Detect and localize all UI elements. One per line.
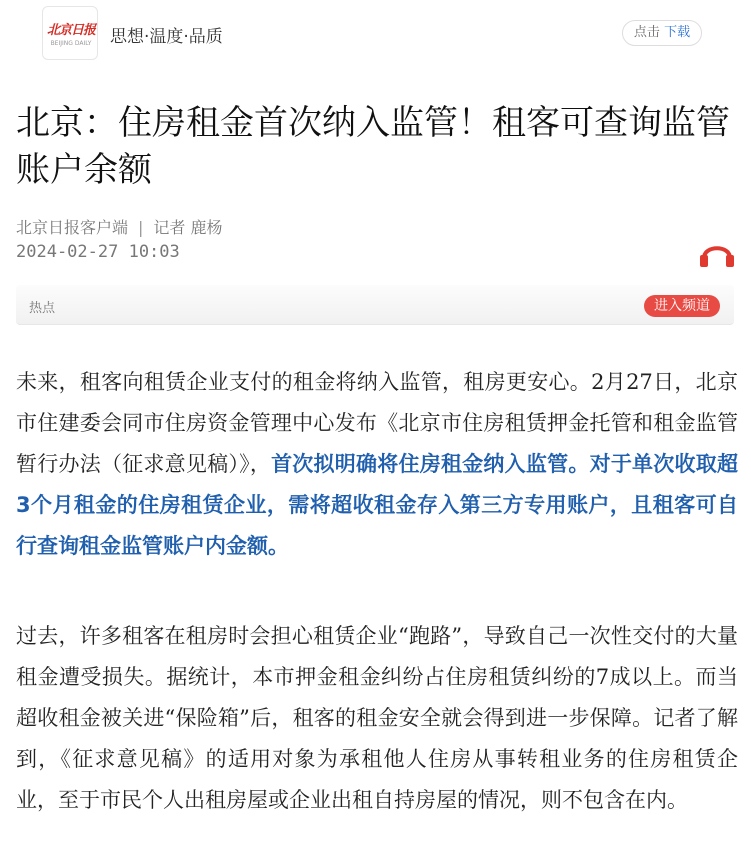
logo-subtext: BEIJING DAILY — [50, 40, 92, 47]
channel-bar — [16, 285, 734, 325]
article-title: 北京：住房租金首次纳入监管！租客可查询监管账户余额 — [16, 103, 730, 190]
highlighted-text: 首次拟明确将住房租金纳入监管。对于单次收取超3个月租金的住房租赁企业，需将超收租金存入第三方专用账户，且租客可自行查询租金监管账户内金额。 — [16, 452, 739, 558]
byline-separator: | — [138, 218, 144, 237]
article-source: 北京日报客户端 — [16, 218, 129, 237]
download-button[interactable] — [622, 20, 702, 46]
article-reporter: 记者 鹿杨 — [153, 218, 223, 237]
article-paragraph — [16, 362, 738, 567]
app-logo[interactable] — [42, 6, 98, 60]
slogan: 思想·温度·品质 — [110, 27, 223, 47]
headphones-icon[interactable] — [698, 238, 736, 268]
paragraph-text: 未来，租客向租赁企业支付的租金将纳入监管，租房更安心。2月27日，北京市住建委会同市住房资金管理中心发布《北京市住房租赁押金托管和租金监管暂行办法（征求意见稿）》， — [16, 370, 738, 476]
download-prefix: 点击 — [633, 25, 660, 40]
logo-text: 北京日报 — [47, 23, 96, 38]
enter-channel-button[interactable]: 进入频道 — [644, 295, 720, 317]
article-datetime: 2024-02-27 10:03 — [16, 242, 180, 262]
top-bar — [0, 0, 751, 66]
channel-label: 热点 — [29, 301, 56, 316]
article-byline — [16, 215, 223, 238]
article-paragraph: 过去，许多租客在租房时会担心租赁企业“跑路”，导致自己一次性交付的大量租金遭受损失。据统计，本市押金租金纠纷占住房租赁纠纷的7成以上。而当超收租金被关进“保险箱”后，租客的租金安全就会得到进一步保障。记者了解到，《征求意见稿》的适用对象为承租他人住房从事转租业务的住房租赁企业，至于市民个人出租房屋或企业出租自持房屋的情况，则不包含在内。 — [16, 624, 738, 812]
download-label: 下载 — [664, 25, 691, 40]
